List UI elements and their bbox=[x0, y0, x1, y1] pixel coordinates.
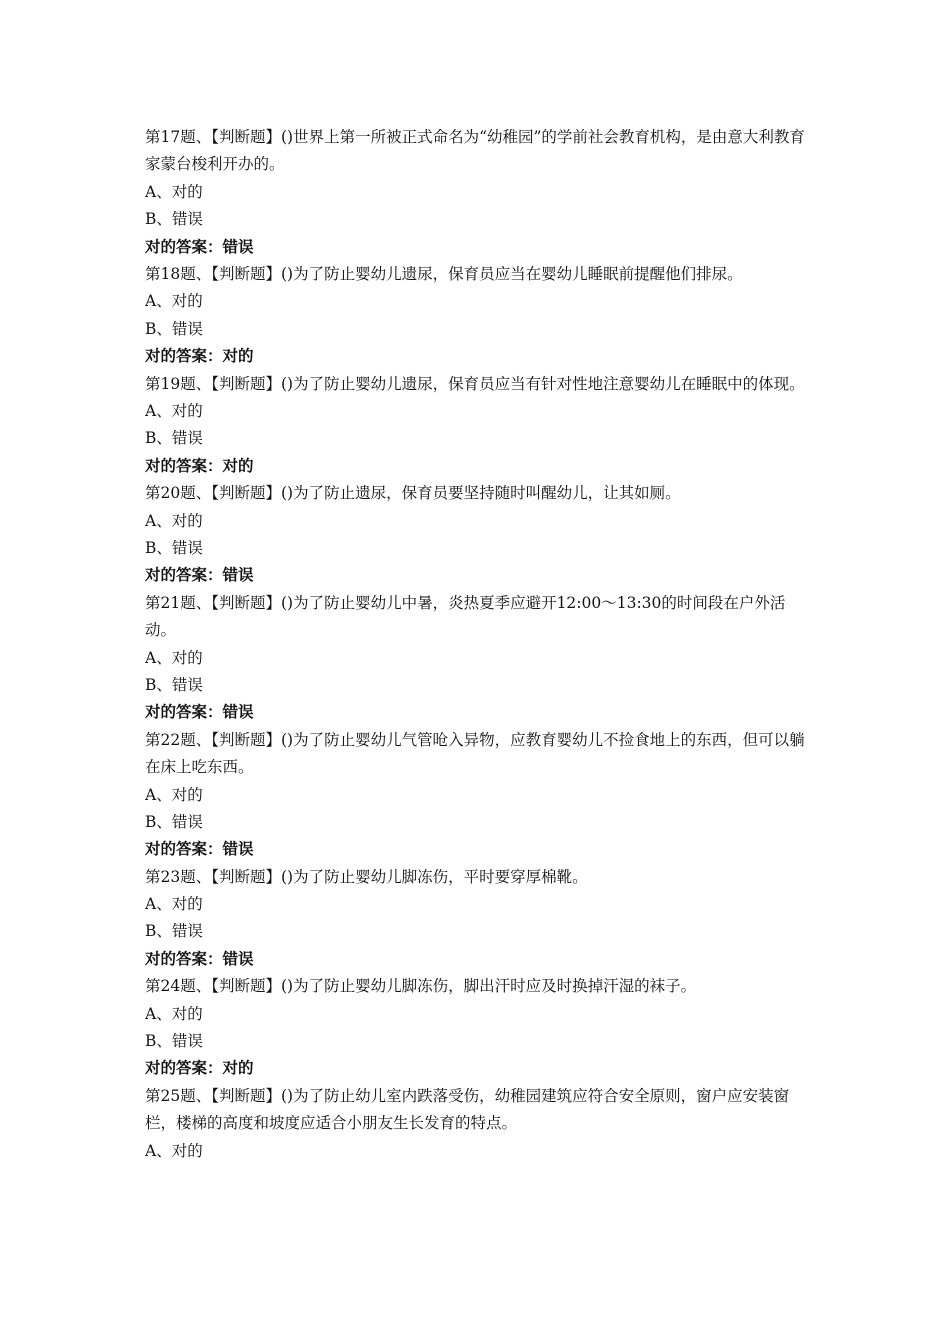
question-text: 第20题、【判断题】()为了防止遗尿，保育员要坚持随时叫醒幼儿，让其如厕。 bbox=[145, 484, 681, 503]
question-text: 第24题、【判断题】()为了防止婴幼儿脚冻伤，脚出汗时应及时换掉汗湿的袜子。 bbox=[145, 977, 697, 996]
document-page bbox=[145, 124, 810, 1165]
option-b: B、错误 bbox=[145, 538, 203, 557]
question-25 bbox=[145, 1083, 810, 1165]
answer-line: 对的答案：错误 bbox=[145, 840, 254, 859]
option-b: B、错误 bbox=[145, 922, 203, 941]
question-text: 第22题、【判断题】()为了防止婴幼儿气管呛入异物，应教育婴幼儿不捡食地上的东西，但可以躺在床上吃东西。 bbox=[145, 730, 805, 777]
answer-line: 对的答案：错误 bbox=[145, 703, 254, 722]
question-text: 第23题、【判断题】()为了防止婴幼儿脚冻伤，平时要穿厚棉靴。 bbox=[145, 867, 588, 886]
question-23 bbox=[145, 864, 810, 974]
option-a: A、对的 bbox=[145, 648, 203, 667]
option-a: A、对的 bbox=[145, 895, 203, 914]
question-17 bbox=[145, 124, 810, 261]
option-b: B、错误 bbox=[145, 210, 203, 229]
question-19 bbox=[145, 371, 810, 481]
question-text: 第21题、【判断题】()为了防止婴幼儿中暑，炎热夏季应避开12:00～13:30的时间段在户外活动。 bbox=[145, 593, 786, 640]
option-a: A、对的 bbox=[145, 1141, 203, 1160]
option-b: B、错误 bbox=[145, 429, 203, 448]
answer-line: 对的答案：错误 bbox=[145, 949, 254, 968]
question-text: 第19题、【判断题】()为了防止婴幼儿遗尿，保育员应当有针对性地注意婴幼儿在睡眠中的体现。 bbox=[145, 374, 805, 393]
option-b: B、错误 bbox=[145, 1032, 203, 1051]
question-text: 第17题、【判断题】()世界上第一所被正式命名为“幼稚园”的学前社会教育机构，是由意大利教育家蒙台梭利开办的。 bbox=[145, 128, 805, 174]
option-a: A、对的 bbox=[145, 401, 203, 420]
question-text: 第18题、【判断题】()为了防止婴幼儿遗尿，保育员应当在婴幼儿睡眠前提醒他们排尿。 bbox=[145, 264, 743, 283]
answer-line: 对的答案：对的 bbox=[145, 456, 254, 475]
option-a: A、对的 bbox=[145, 182, 203, 201]
option-a: A、对的 bbox=[145, 511, 203, 530]
option-a: A、对的 bbox=[145, 785, 203, 804]
question-21 bbox=[145, 590, 810, 727]
option-a: A、对的 bbox=[145, 292, 203, 311]
question-24 bbox=[145, 973, 810, 1083]
question-text: 第25题、【判断题】()为了防止幼儿室内跌落受伤，幼稚园建筑应符合安全原则，窗户应安装窗栏，楼梯的高度和坡度应适合小朋友生长发育的特点。 bbox=[145, 1086, 790, 1133]
answer-line: 对的答案：对的 bbox=[145, 347, 254, 366]
question-20 bbox=[145, 480, 810, 590]
option-b: B、错误 bbox=[145, 319, 203, 338]
answer-line: 对的答案：错误 bbox=[145, 237, 254, 256]
question-22 bbox=[145, 727, 810, 864]
option-a: A、对的 bbox=[145, 1004, 203, 1023]
answer-line: 对的答案：对的 bbox=[145, 1059, 254, 1078]
question-18 bbox=[145, 261, 810, 371]
answer-line: 对的答案：错误 bbox=[145, 566, 254, 585]
option-b: B、错误 bbox=[145, 812, 203, 831]
option-b: B、错误 bbox=[145, 675, 203, 694]
